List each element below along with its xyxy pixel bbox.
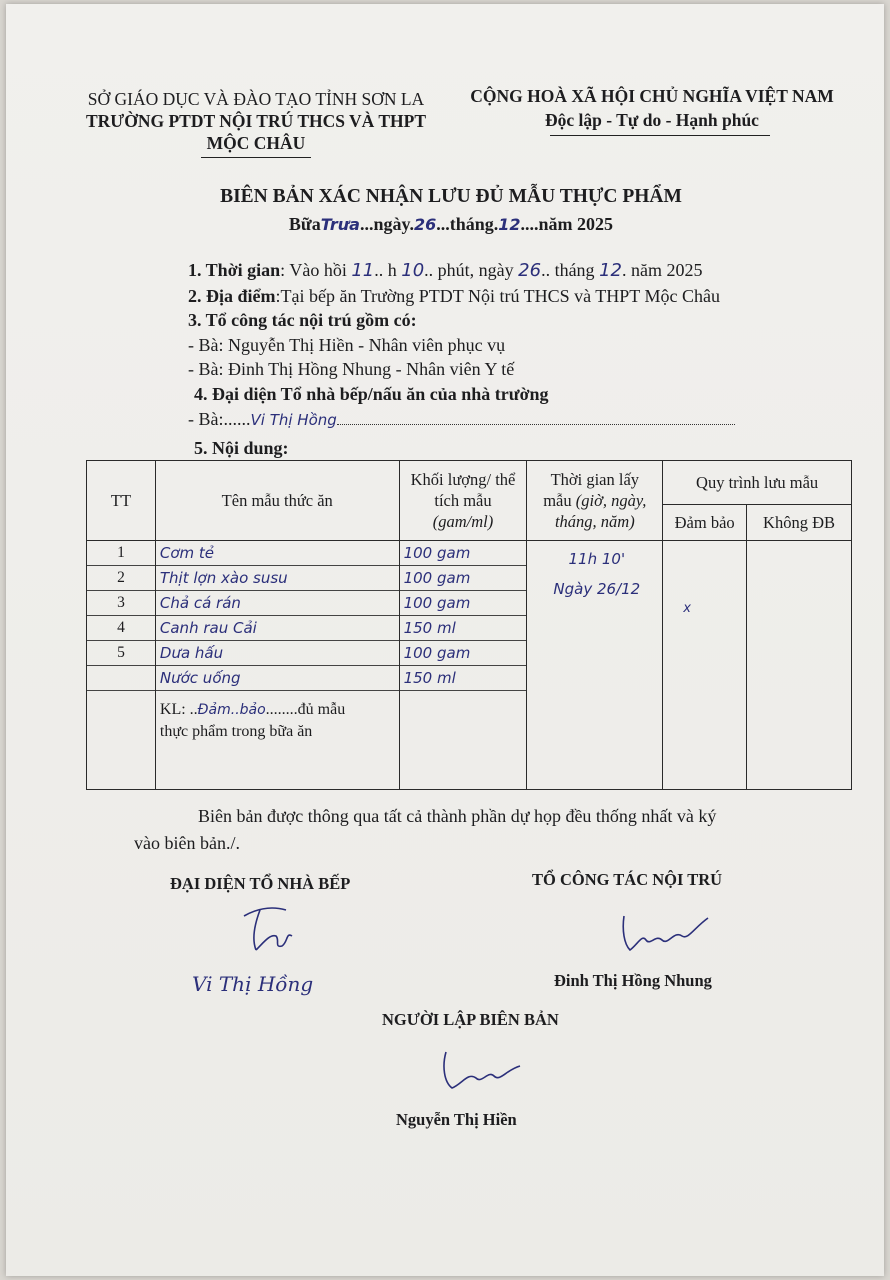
issuer-block: [76, 88, 436, 154]
time-text-3: tháng: [554, 260, 595, 280]
tt-column: [87, 541, 156, 790]
header-food-name: Tên mẫu thức ăn: [155, 461, 399, 541]
table-row-food: Cơm tẻ: [156, 541, 399, 566]
header-process: Quy trình lưu mẫu: [663, 461, 852, 505]
ok-mark: x: [683, 601, 691, 616]
conclusion-handwritten: Đảm..bảo: [197, 702, 266, 718]
header-time: [527, 461, 663, 541]
header-time-1: Thời gian lấy: [550, 470, 640, 489]
meal-prefix: Bữa: [288, 214, 321, 234]
weight-column: [399, 541, 527, 790]
header-not-ok: Không ĐB: [747, 505, 852, 541]
kitchen-signed-name: Vi Thị Hồng: [192, 972, 314, 996]
header-time-2i: (giờ, ngày,: [575, 491, 647, 510]
sample-time-handwritten: 11h 10': [568, 550, 626, 568]
team-signature: [612, 904, 722, 964]
sign-bottom-title: NGƯỜI LẬP BIÊN BẢN: [382, 1010, 559, 1029]
table-row-tt: 3: [87, 591, 155, 616]
meal-month-label: ...tháng.: [436, 214, 499, 234]
not-ok-column: [747, 541, 852, 790]
table-row-weight: 150 ml: [400, 616, 527, 641]
header-tt: TT: [87, 461, 156, 541]
time-text-1: : Vào hồi: [280, 260, 347, 280]
place-text: :Tại bếp ăn Trường PTDT Nội trú THCS và THPT Mộc Châu: [275, 286, 720, 306]
time-text-2: phút, ngày: [437, 260, 514, 280]
sign-right-title: TỔ CÔNG TÁC NỘI TRÚ: [532, 870, 723, 889]
table-row-food: Thịt lợn xào susu: [156, 566, 399, 591]
table-row-weight: 100 gam: [400, 591, 527, 616]
team-member-1: - Bà: Nguyễn Thị Hiền - Nhân viên phục vụ: [188, 335, 506, 355]
time-text-4: năm 2025: [630, 260, 703, 280]
national-name: CỘNG HOÀ XÃ HỘI CHỦ NGHĨA VIỆT NAM: [470, 86, 834, 106]
conclusion: [156, 691, 399, 743]
document-page: [6, 4, 884, 1276]
team-member-2: - Bà: Đinh Thị Hồng Nhung - Nhân viên Y tế: [188, 359, 515, 379]
time-month-handwritten: 12: [599, 260, 622, 281]
header-weight-3: (gam/ml): [432, 512, 494, 531]
closing-line-2: vào biên bản./.: [134, 833, 240, 853]
time-minute-handwritten: 10: [401, 260, 425, 281]
issuer-underline: [201, 157, 311, 158]
table-row-weight: 100 gam: [400, 541, 527, 566]
table-row-food: Canh rau Cải: [156, 616, 399, 641]
sign-bottom-name: Nguyễn Thị Hiền: [396, 1110, 517, 1129]
table-row-tt: 4: [87, 616, 155, 641]
meal-day-label: ...ngày.: [359, 214, 414, 234]
meal-month-handwritten: 12: [498, 215, 521, 234]
closing-line-1: Biên bản được thông qua tất cả thành phần dự họp đều thống nhất và ký: [198, 806, 717, 826]
table-row-weight: 100 gam: [400, 641, 527, 666]
header-weight: [399, 461, 527, 541]
time-day-handwritten: 26: [518, 260, 542, 281]
table-row-food: Chả cá rán: [156, 591, 399, 616]
table-row-tt: [87, 666, 155, 691]
sample-date-handwritten: Ngày 26/12: [553, 580, 641, 598]
sign-right-name: Đinh Thị Hồng Nhung: [554, 971, 712, 990]
kitchen-label: 4. Đại diện Tổ nhà bếp/nấu ăn của nhà trường: [194, 384, 549, 404]
header-time-2: mẫu: [543, 491, 572, 510]
header-weight-2: tích mẫu: [434, 491, 492, 510]
table-row-tt: 2: [87, 566, 155, 591]
conclusion-suffix: ........đủ mẫu: [265, 701, 346, 718]
preparer-signature: [432, 1044, 532, 1100]
place-label: 2. Địa điểm: [188, 286, 276, 306]
table-row-tt: 1: [87, 541, 155, 566]
national-header: [462, 84, 842, 132]
meal-line: [6, 214, 884, 235]
document-title: BIÊN BẢN XÁC NHẬN LƯU ĐỦ MẪU THỰC PHẨM: [220, 186, 682, 207]
ok-column: [663, 541, 747, 790]
kitchen-signature: [230, 902, 300, 962]
table-row-weight: 100 gam: [400, 566, 527, 591]
kitchen-prefix: - Bà:......: [188, 409, 251, 429]
header-time-3: tháng, năm): [554, 512, 635, 531]
kitchen-name-handwritten: Vi Thị Hồng: [250, 411, 337, 429]
sign-left-title: ĐẠI DIỆN TỔ NHÀ BẾP: [170, 874, 351, 893]
team-label: 3. Tổ công tác nội trú gồm có:: [188, 310, 417, 330]
table-row-food: Nước uống: [156, 666, 399, 691]
table-row-tt: 5: [87, 641, 155, 666]
place-line: [188, 286, 720, 307]
conclusion-prefix: KL: ..: [159, 701, 198, 718]
header-ok: Đảm bảo: [663, 505, 747, 541]
meal-year-label: ....năm 2025: [520, 214, 614, 234]
time-h: h: [387, 260, 397, 280]
meal-handwritten: Trưa: [320, 215, 360, 234]
table-row-food: Dưa hấu: [156, 641, 399, 666]
conclusion-line-2: thực phẩm trong bữa ăn: [159, 723, 313, 740]
meal-day-handwritten: 26: [414, 215, 437, 234]
header-weight-1: Khối lượng/ thể: [410, 470, 516, 489]
issuer-department: SỞ GIÁO DỤC VÀ ĐÀO TẠO TỈNH SƠN LA: [87, 89, 425, 109]
table-row-weight: 150 ml: [400, 666, 527, 691]
national-motto: Độc lập - Tự do - Hạnh phúc: [545, 110, 759, 130]
sample-table: [86, 460, 852, 790]
issuer-school: TRƯỜNG PTDT NỘI TRÚ THCS VÀ THPT: [85, 111, 427, 131]
time-hour-handwritten: 11: [351, 260, 375, 281]
time-column: [527, 541, 663, 790]
kitchen-rep-line: [188, 409, 735, 430]
issuer-school-location: MỘC CHÂU: [206, 133, 306, 153]
content-label: 5. Nội dung:: [194, 438, 289, 458]
time-label: 1. Thời gian: [188, 260, 281, 280]
food-name-column: [155, 541, 399, 790]
motto-underline: [550, 135, 770, 136]
time-line: 1. Thời gian: Vào hồi 11.. h 10.. phút, ngày 26.. tháng 12. năm 2025: [188, 260, 703, 281]
kitchen-dots: [337, 424, 735, 425]
